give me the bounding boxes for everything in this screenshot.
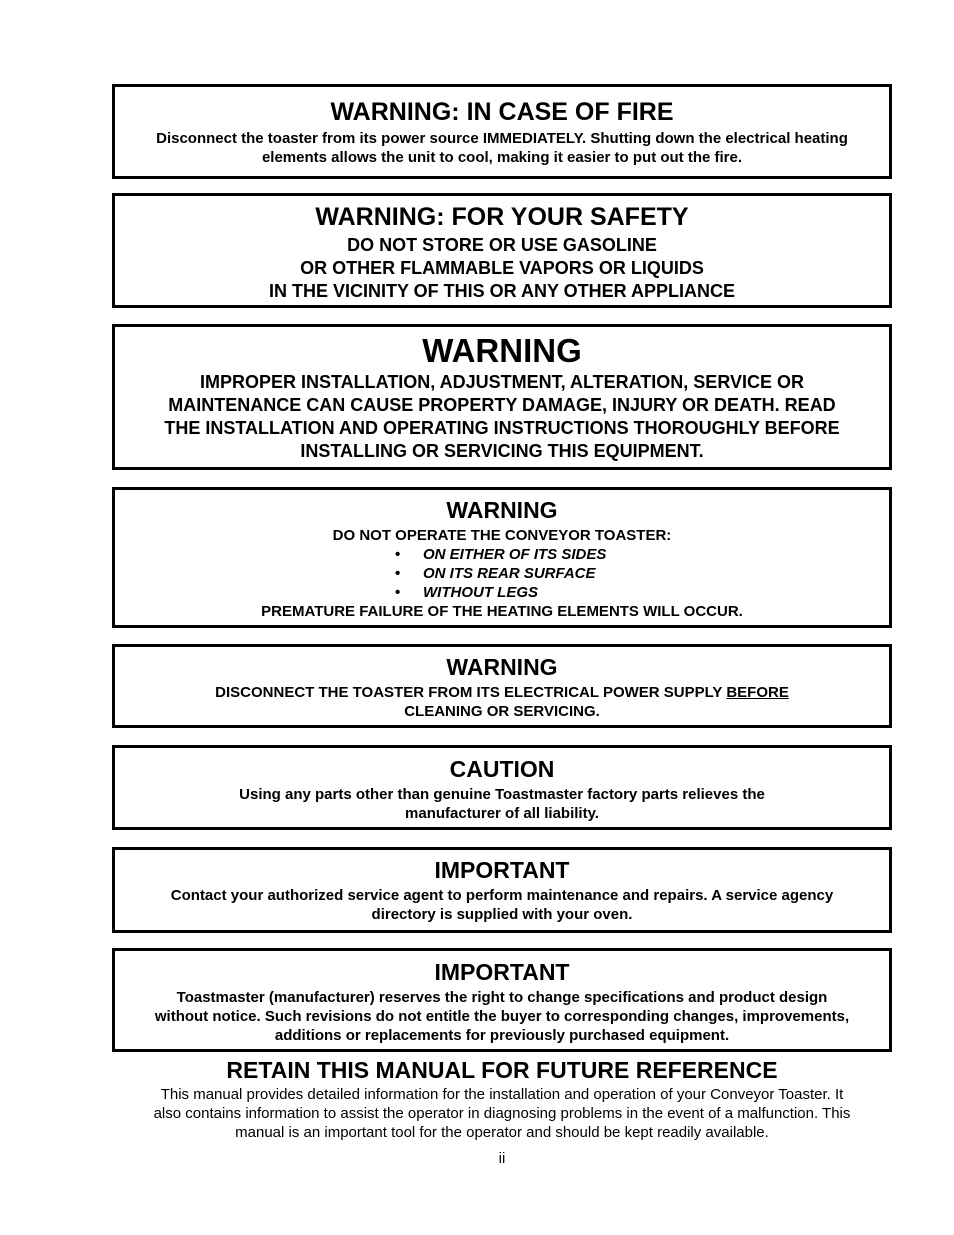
list-item: • ON EITHER OF ITS SIDES	[395, 546, 607, 564]
warning-safety-title: WARNING: FOR YOUR SAFETY	[315, 203, 689, 231]
list-item: • WITHOUT LEGS	[395, 584, 538, 602]
warning-installation-text-2: MAINTENANCE CAN CAUSE PROPERTY DAMAGE, INJURY OR DEATH. READ	[168, 395, 836, 416]
warning-installation-box	[112, 324, 892, 470]
bullet-icon: •	[395, 584, 401, 602]
warning-installation-text-4: INSTALLING OR SERVICING THIS EQUIPMENT.	[300, 441, 704, 462]
caution-title: CAUTION	[449, 756, 555, 782]
important-service-box	[112, 847, 892, 933]
important-specs-box	[112, 948, 892, 1052]
warning-fire-text-2: elements allows the unit to cool, making it easier to put out the fire.	[261, 148, 743, 166]
warning-operate-outro: PREMATURE FAILURE OF THE HEATING ELEMENTS WILL OCCUR.	[261, 603, 743, 621]
warning-operate-bullet-list	[395, 545, 889, 602]
warning-safety-text-2: OR OTHER FLAMMABLE VAPORS OR LIQUIDS	[300, 257, 704, 278]
caution-text-2: manufacturer of all liability.	[405, 805, 599, 823]
warning-installation-text-3: THE INSTALLATION AND OPERATING INSTRUCTIONS THOROUGHLY BEFORE	[164, 418, 840, 439]
bullet-icon: •	[395, 546, 401, 564]
warning-operate-title: WARNING	[446, 497, 558, 523]
retain-text-3: manual is an important tool for the operator and should be kept readily available.	[235, 1124, 769, 1142]
retain-section	[112, 1058, 892, 1142]
warning-installation-title: WARNING	[422, 332, 582, 369]
important-service-title: IMPORTANT	[434, 857, 570, 883]
warning-safety-box	[112, 193, 892, 308]
underlined-before: BEFORE	[726, 684, 789, 702]
page-number: ii	[498, 1150, 506, 1167]
important-service-text-1: Contact your authorized service agent to perform maintenance and repairs. A service agency	[170, 887, 834, 905]
important-specs-text-3: additions or replacements for previously purchased equipment.	[274, 1027, 730, 1045]
bullet-icon: •	[395, 565, 401, 583]
warning-fire-box	[112, 84, 892, 179]
important-specs-text-1: Toastmaster (manufacturer) reserves the right to change specifications and product design	[176, 989, 828, 1007]
important-specs-text-2: without notice. Such revisions do not entitle the buyer to corresponding changes, improvements,	[154, 1008, 850, 1026]
warning-disconnect-text-1: DISCONNECT THE TOASTER FROM ITS ELECTRICAL POWER SUPPLY BEFORE	[215, 684, 789, 702]
warning-fire-text-1: Disconnect the toaster from its power source IMMEDIATELY. Shutting down the electrical heating	[156, 129, 848, 147]
warning-disconnect-title: WARNING	[446, 654, 558, 680]
warning-installation-text-1: IMPROPER INSTALLATION, ADJUSTMENT, ALTERATION, SERVICE OR	[199, 372, 805, 393]
retain-text-2: also contains information to assist the operator in diagnosing problems in the event of a malfunction. This	[153, 1105, 851, 1123]
warning-safety-text-3: IN THE VICINITY OF THIS OR ANY OTHER APPLIANCE	[268, 280, 736, 301]
important-service-text-2: directory is supplied with your oven.	[371, 906, 633, 924]
retain-text-1: This manual provides detailed information for the installation and operation of your Conveyor Toaster. It	[160, 1086, 844, 1104]
warning-fire-title: WARNING: IN CASE OF FIRE	[330, 98, 674, 126]
warning-operate-intro: DO NOT OPERATE THE CONVEYOR TOASTER:	[332, 527, 672, 545]
warning-safety-text-1: DO NOT STORE OR USE GASOLINE	[347, 234, 657, 255]
warning-operate-box	[112, 487, 892, 628]
warning-disconnect-box	[112, 644, 892, 728]
list-item: • ON ITS REAR SURFACE	[395, 565, 596, 583]
caution-box	[112, 745, 892, 830]
retain-title: RETAIN THIS MANUAL FOR FUTURE REFERENCE	[226, 1057, 778, 1083]
important-specs-title: IMPORTANT	[434, 959, 570, 985]
warning-disconnect-text-2: CLEANING OR SERVICING.	[404, 703, 600, 721]
caution-text-1: Using any parts other than genuine Toastmaster factory parts relieves the	[239, 786, 765, 804]
